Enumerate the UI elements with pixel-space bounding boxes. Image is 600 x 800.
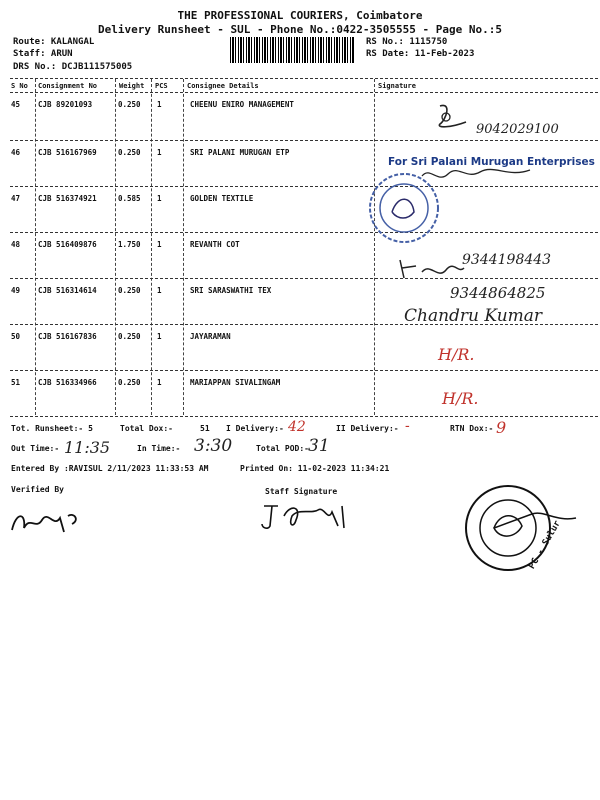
row-51-consignment: CJB 516334966 bbox=[38, 378, 97, 387]
phone-handwritten-45: 9042029100 bbox=[476, 122, 559, 137]
row-50-pcs: 1 bbox=[157, 332, 162, 341]
staff-signature bbox=[258, 500, 358, 534]
report-title: THE PROFESSIONAL COURIERS, Coimbatore bbox=[177, 9, 423, 22]
staff-label: Staff: ARUN bbox=[13, 49, 73, 59]
row-rule bbox=[10, 232, 598, 233]
note-handwritten-51: H/R. bbox=[442, 389, 479, 408]
table-header-rule bbox=[10, 92, 598, 93]
rtn-dox-value: 9 bbox=[496, 418, 507, 437]
row-50-consignment: CJB 516167836 bbox=[38, 332, 97, 341]
out-time-value: 11:35 bbox=[64, 438, 111, 457]
col-header-weight: Weight bbox=[119, 82, 145, 90]
row-49-sno: 49 bbox=[11, 286, 21, 295]
col-divider bbox=[183, 79, 184, 415]
name-handwritten-49: Chandru Kumar bbox=[404, 306, 543, 326]
table-top-rule bbox=[10, 78, 598, 79]
row-49-pcs: 1 bbox=[157, 286, 162, 295]
phone-handwritten-48: 9344198443 bbox=[462, 252, 552, 268]
rs-date: RS Date: 11-Feb-2023 bbox=[366, 49, 475, 59]
col-header-pcs: PCS bbox=[155, 82, 168, 90]
report-subtitle: Delivery Runsheet - SUL - Phone No.:0422-3505555 - Page No.:5 bbox=[98, 23, 502, 36]
total-dox-label: Total Dox:- bbox=[120, 424, 173, 433]
tot-runsheet: Tot. Runsheet:- 5 bbox=[11, 424, 93, 433]
verified-by-label: Verified By bbox=[11, 485, 64, 494]
row-45-sno: 45 bbox=[11, 100, 21, 109]
col-header-consignment: Consignment No bbox=[38, 82, 98, 90]
row-47-weight: 0.585 bbox=[118, 194, 141, 203]
i-delivery-label: I Delivery:- bbox=[226, 424, 284, 433]
row-51-sno: 51 bbox=[11, 378, 21, 387]
row-49-consignment: CJB 516314614 bbox=[38, 286, 97, 295]
row-49-weight: 0.250 bbox=[118, 286, 141, 295]
col-header-sno: S No bbox=[11, 82, 28, 90]
row-46-sno: 46 bbox=[11, 148, 21, 157]
row-45-consignee: CHEENU ENIRO MANAGEMENT bbox=[190, 100, 294, 109]
staff-signature-label: Staff Signature bbox=[265, 487, 338, 496]
entered-by: Entered By :RAVISUL 2/11/2023 11:33:53 AM bbox=[11, 464, 209, 473]
verified-signature bbox=[8, 506, 88, 538]
row-48-pcs: 1 bbox=[157, 240, 162, 249]
row-46-consignee: SRI PALANI MURUGAN ETP bbox=[190, 148, 290, 157]
col-divider bbox=[35, 79, 36, 415]
ii-delivery-label: II Delivery:- bbox=[336, 424, 399, 433]
row-48-weight: 1.750 bbox=[118, 240, 141, 249]
row-rule bbox=[10, 186, 598, 187]
route-label: Route: KALANGAL bbox=[13, 37, 95, 47]
col-divider bbox=[151, 79, 152, 415]
row-rule bbox=[10, 370, 598, 371]
row-48-consignment: CJB 516409876 bbox=[38, 240, 97, 249]
col-divider bbox=[115, 79, 116, 415]
company-stamp-text-46: For Sri Palani Murugan Enterprises bbox=[388, 156, 595, 168]
row-rule bbox=[10, 140, 598, 141]
row-49-consignee: SRI SARASWATHI TEX bbox=[190, 286, 272, 295]
row-45-consignment: CJB 89201093 bbox=[38, 100, 93, 109]
rtn-dox-label: RTN Dox:- bbox=[450, 424, 494, 433]
barcode bbox=[230, 37, 355, 63]
col-header-consignee: Consignee Details bbox=[187, 82, 259, 90]
row-50-sno: 50 bbox=[11, 332, 21, 341]
signature-scribble-48 bbox=[396, 256, 466, 280]
table-bottom-rule bbox=[10, 416, 598, 417]
phone-handwritten-49: 9344864825 bbox=[450, 284, 546, 302]
row-47-pcs: 1 bbox=[157, 194, 162, 203]
signature-scribble-45 bbox=[432, 100, 472, 132]
row-51-consignee: MARIAPPAN SIVALINGAM bbox=[190, 378, 281, 387]
row-51-weight: 0.250 bbox=[118, 378, 141, 387]
col-header-signature: Signature bbox=[378, 82, 416, 90]
row-46-pcs: 1 bbox=[157, 148, 162, 157]
drs-number: DRS No.: DCJB111575005 bbox=[13, 62, 133, 72]
ii-delivery-value: - bbox=[405, 418, 410, 434]
total-pod-label: Total POD:- bbox=[256, 444, 309, 453]
row-50-consignee: JAYARAMAN bbox=[190, 332, 231, 341]
round-stamp-47 bbox=[366, 168, 442, 248]
office-round-stamp bbox=[436, 482, 586, 574]
row-48-consignee: REVANTH COT bbox=[190, 240, 240, 249]
in-time-label: In Time:- bbox=[137, 444, 181, 453]
i-delivery-value: 42 bbox=[288, 419, 306, 435]
total-dox-value: 51 bbox=[200, 424, 210, 433]
row-47-consignment: CJB 516374921 bbox=[38, 194, 97, 203]
row-45-pcs: 1 bbox=[157, 100, 162, 109]
printed-on: Printed On: 11-02-2023 11:34:21 bbox=[240, 464, 390, 473]
total-pod-value: 31 bbox=[308, 436, 330, 456]
row-45-weight: 0.250 bbox=[118, 100, 141, 109]
note-handwritten-50: H/R. bbox=[438, 345, 475, 364]
row-46-consignment: CJB 516167969 bbox=[38, 148, 97, 157]
row-50-weight: 0.250 bbox=[118, 332, 141, 341]
row-48-sno: 48 bbox=[11, 240, 21, 249]
row-46-weight: 0.250 bbox=[118, 148, 141, 157]
out-time-label: Out Time:- bbox=[11, 444, 60, 453]
rs-number: RS No.: 1115750 bbox=[366, 37, 448, 47]
stamp-label: PC - Sulur bbox=[527, 519, 563, 571]
row-47-consignee: GOLDEN TEXTILE bbox=[190, 194, 254, 203]
row-47-sno: 47 bbox=[11, 194, 21, 203]
row-rule bbox=[10, 278, 598, 279]
in-time-value: 3:30 bbox=[194, 436, 233, 456]
row-51-pcs: 1 bbox=[157, 378, 162, 387]
